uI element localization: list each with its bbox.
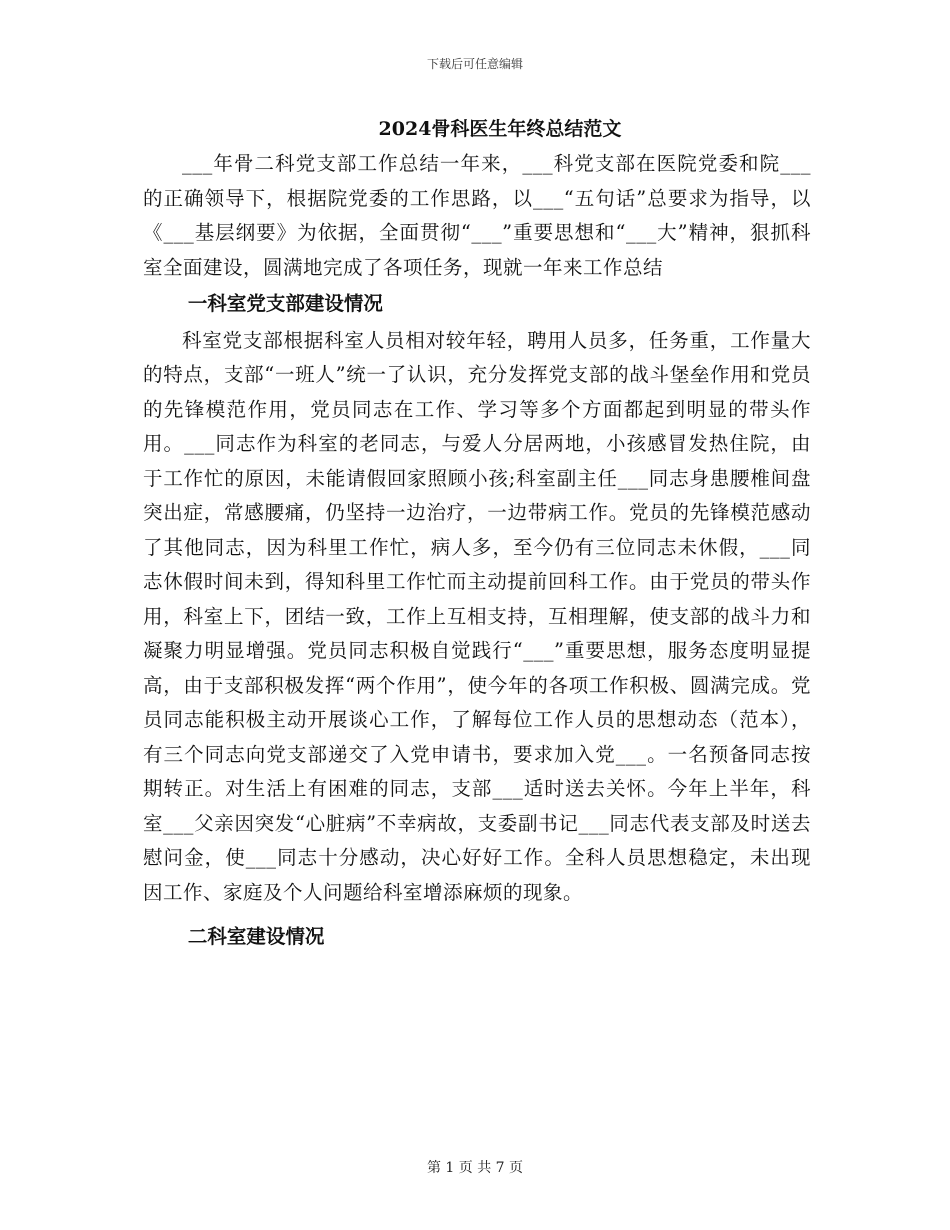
section-1-heading: 一科室党支部建设情况 xyxy=(187,292,383,315)
intro-paragraph: ___年骨二科党支部工作总结一年来，___科党支部在医院党委和院___的正确领导下，根据院党委的工作思路，以___“五句话”总要求为指导，以《___基层纲要》为依据，全面贯彻“___”重要思想和“___大”精神，狠抓科室全面建设，圆满地完成了各项任务，现就一年来工作总结 xyxy=(143,152,811,279)
page-footer: 第 1 页 共 7 页 xyxy=(426,1160,524,1176)
document-body xyxy=(143,147,811,957)
document-title: 2024骨科医生年终总结范文 xyxy=(378,118,622,140)
page-header: 下载后可任意编辑 xyxy=(426,57,523,71)
section-2-heading: 二科室建设情况 xyxy=(187,925,325,948)
section-1-paragraph: 科室党支部根据科室人员相对较年轻，聘用人员多，任务重，工作量大的特点，支部“一班人”统一了认识，充分发挥党支部的战斗堡垒作用和党员的先锋模范作用，党员同志在工作、学习等多个方面都起到明显的带头作用。___同志作为科室的老同志，与爱人分居两地，小孩感冒发热住院，由于工作忙的原因，未能请假回家照顾小孩;科室副主任___同志身患腰椎间盘突出症，常感腰痛，仍坚持一边治疗，一边带病工作。党员的先锋模范感动了其他同志，因为科里工作忙，病人多，至今仍有三位同志未休假，___同志休假时间未到，得知科里工作忙而主动提前回科工作。由于党员的带头作用，科室上下，团结一致，工作上互相支持，互相理解，使支部的战斗力和凝聚力明显增强。党员同志积极自觉践行“___”重要思想，服务态度明显提高，由于支部积极发挥“两个作用”，使今年的各项工作积极、圆满完成。党员同志能积极主动开展谈心工作，了解每位工作人员的思想动态（范本），有三个同志向党支部递交了入党申请书，要求加入党___。一名预备同志按期转正。对生活上有困难的同志，支部___适时送去关怀。今年上半年，科室___父亲因突发“心脏病”不幸病故，支委副书记___同志代表支部及时送去慰问金，使___同志十分感动，决心好好工作。全科人员思想稳定，未出现因工作、家庭及个人问题给科室增添麻烦的现象。 xyxy=(143,328,811,904)
